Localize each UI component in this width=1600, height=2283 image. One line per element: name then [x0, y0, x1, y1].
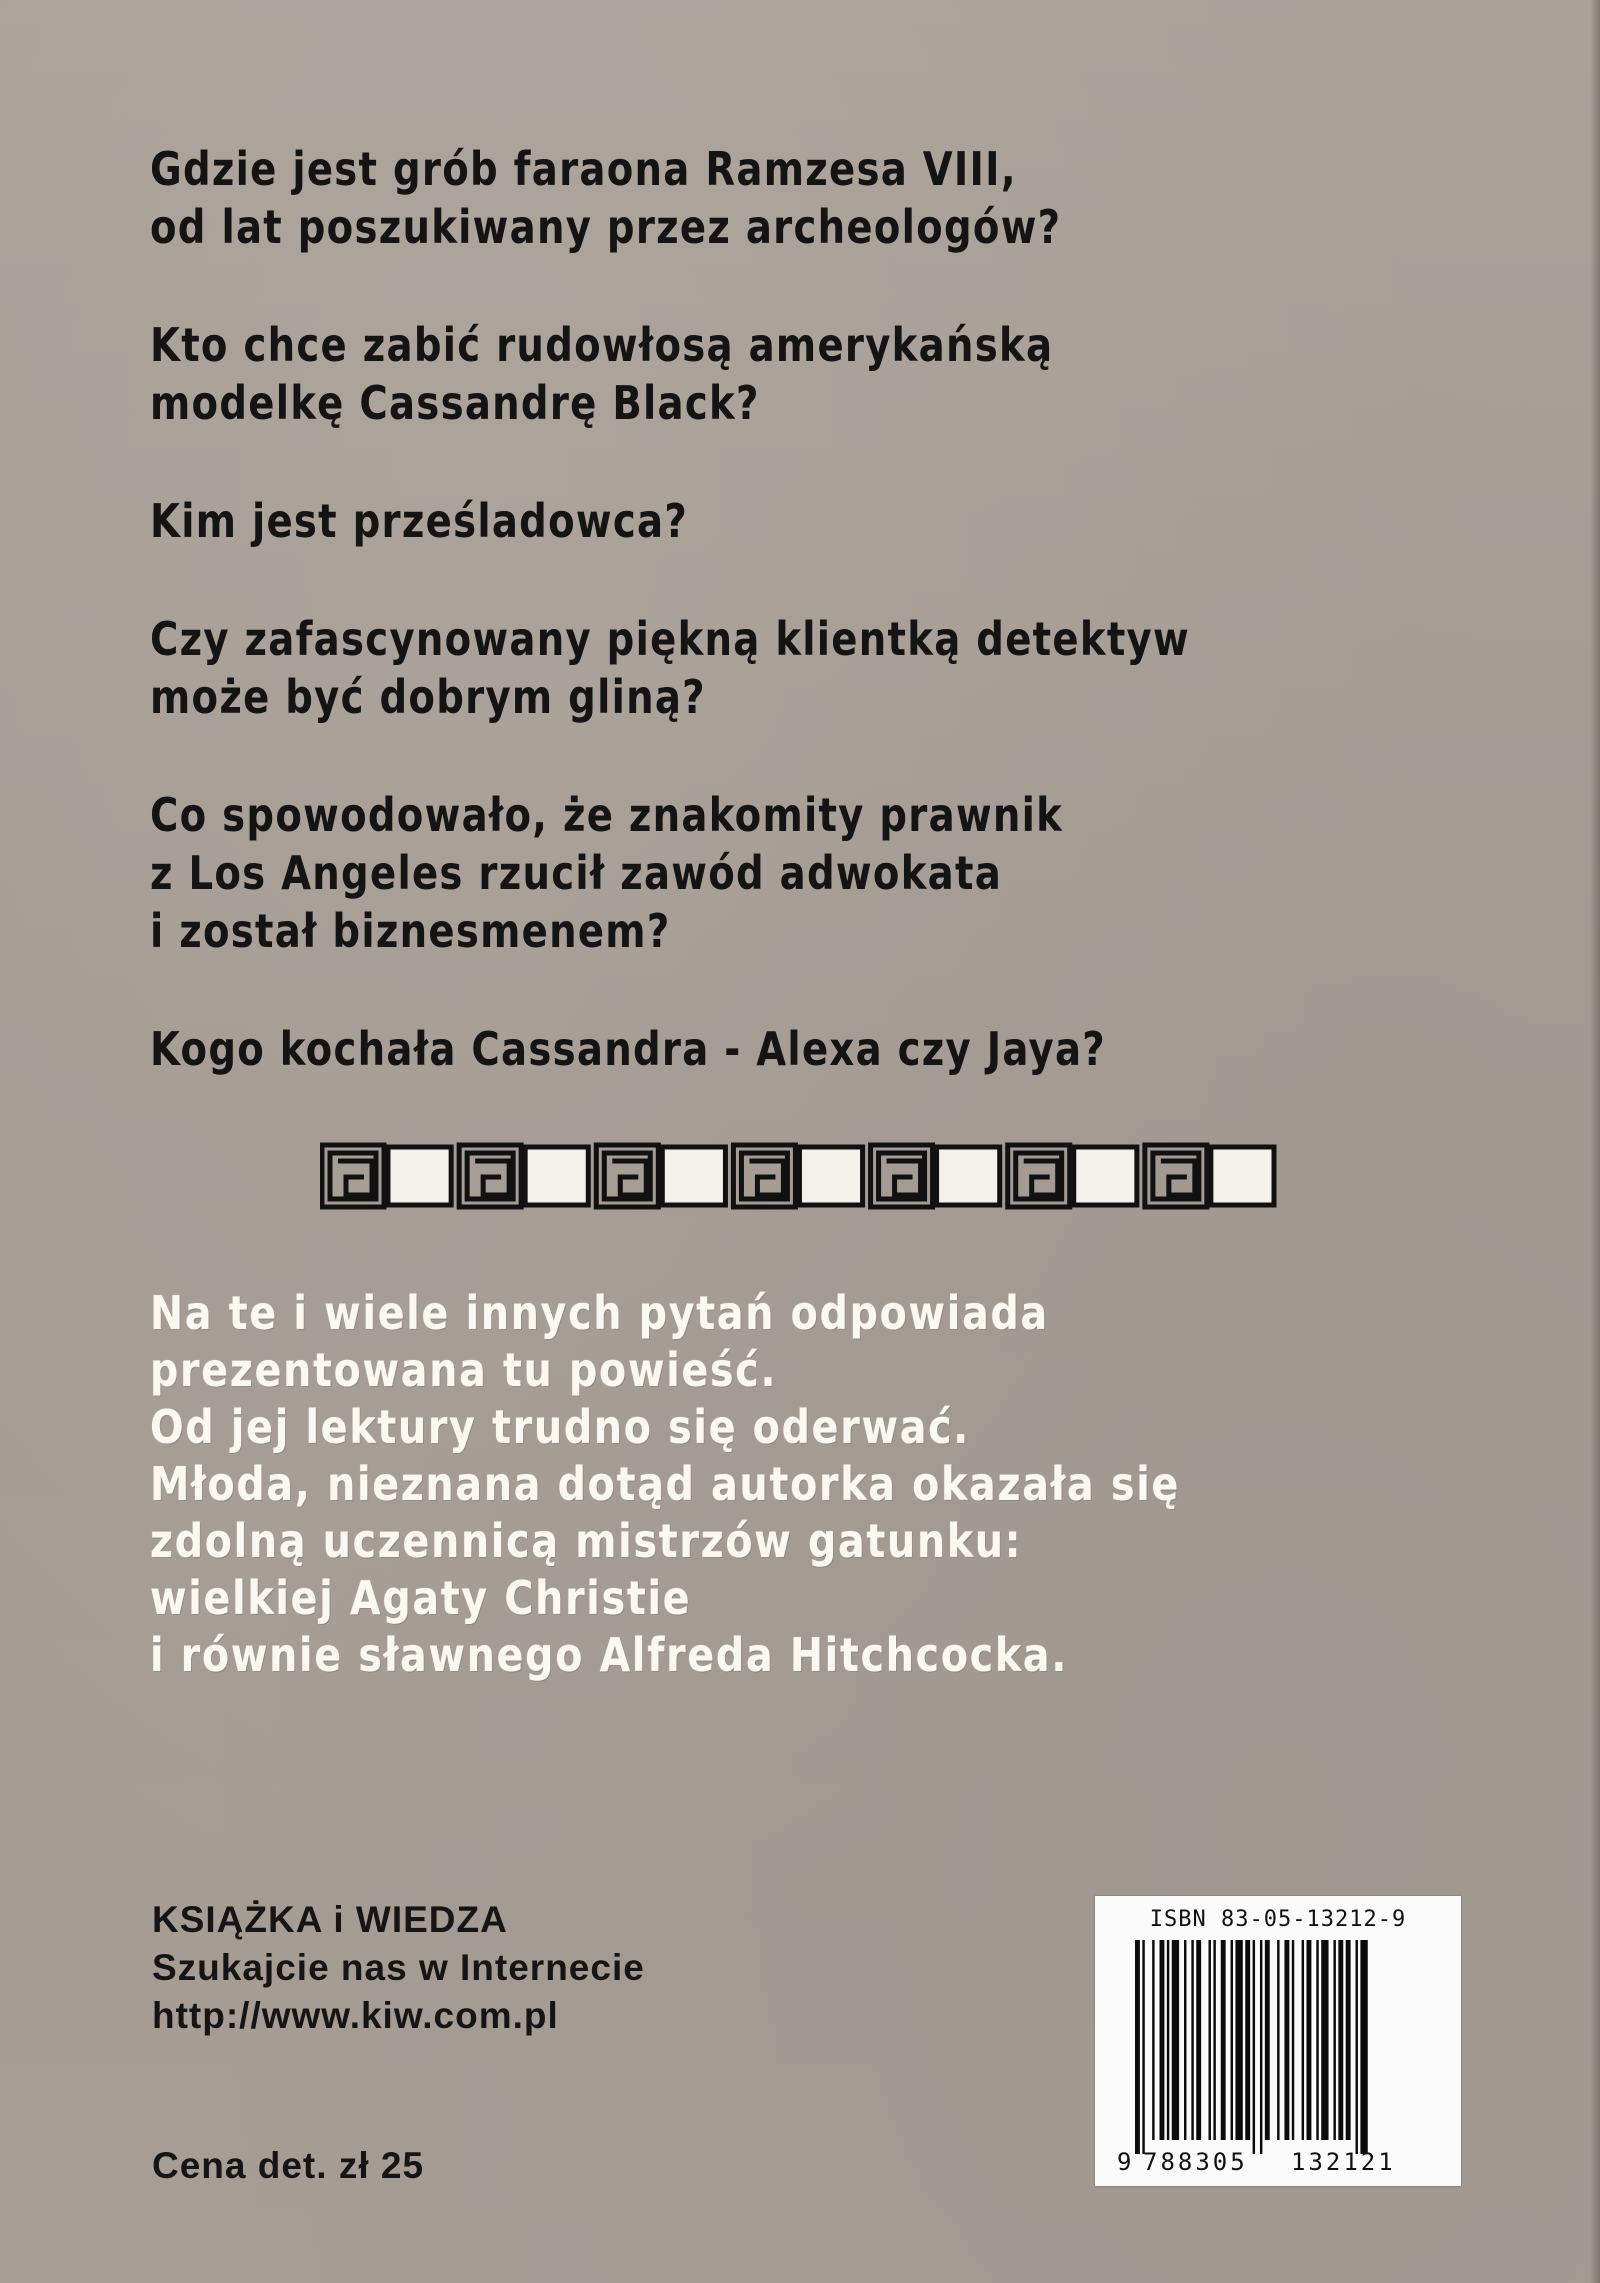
question-ramzes [150, 140, 1490, 256]
barcode-icon [1113, 1940, 1443, 2176]
barcode-bar [1333, 1940, 1335, 2140]
barcode-digit-first: 9 [1117, 2148, 1132, 2176]
isbn-barcode [1095, 1896, 1461, 2186]
barcode-bar [1167, 1940, 1169, 2140]
barcode-bar [1292, 1940, 1294, 2140]
question-line: Czy zafascynowany piękną klientką detektyw [150, 612, 1190, 666]
blurb-line: Młoda, nieznana dotąd autorka okazała się [150, 1457, 1181, 1511]
barcode-bar [1209, 1940, 1211, 2140]
greek-key-ornament-icon [320, 1140, 1280, 1212]
question-line: Kto chce zabić rudowłosą amerykańską [150, 318, 1054, 372]
questions-section [150, 140, 1490, 1138]
question-line: Kim jest prześladowca? [150, 494, 689, 548]
barcode-bar [1260, 1940, 1262, 2154]
blurb-line: prezentowana tu powieść. [150, 1343, 778, 1397]
barcode-digits-right: 132121 [1291, 2148, 1396, 2176]
blurb-section [150, 1285, 1490, 1684]
greek-key-motif [871, 1145, 1000, 1207]
barcode-bar [1152, 1940, 1154, 2140]
barcode-bar [1338, 1940, 1343, 2140]
barcode-bar [1253, 1940, 1255, 2154]
question-cassandra [150, 316, 1490, 432]
barcode-bar [1346, 1940, 1351, 2140]
barcode-bar [1142, 1940, 1144, 2154]
question-line: od lat poszukiwany przez archeologów? [150, 200, 1062, 254]
blurb-line: Od jej lektury trudno się oderwać. [150, 1400, 971, 1454]
publisher-tagline: Szukajcie nas w Internecie [152, 1947, 645, 1988]
barcode-bar [1160, 1940, 1165, 2140]
barcode-bar [1245, 1940, 1250, 2140]
question-lawyer [150, 786, 1490, 960]
barcode-bar [1277, 1940, 1279, 2140]
question-line: Co spowodowało, że znakomity prawnik [150, 788, 1064, 842]
spine-edge-shadow [1590, 0, 1600, 2283]
barcode-bar [1231, 1940, 1233, 2140]
greek-key-motif [1008, 1145, 1137, 1207]
question-detective [150, 610, 1490, 726]
question-line: z Los Angeles rzucił zawód adwokata [150, 846, 1003, 900]
barcode-bar [1135, 1940, 1140, 2154]
barcode-bar [1307, 1940, 1312, 2140]
barcode-bar [1172, 1940, 1179, 2140]
greek-key-motif [1145, 1145, 1274, 1207]
barcode-bar [1221, 1940, 1226, 2140]
greek-key-motif [459, 1145, 588, 1207]
barcode-bar [1321, 1940, 1328, 2140]
question-line: może być dobrym gliną? [150, 670, 706, 724]
barcode-bar [1235, 1940, 1242, 2140]
barcode-bar [1184, 1940, 1186, 2140]
price-label: Cena det. zł 25 [152, 2145, 425, 2186]
barcode-bar [1316, 1940, 1318, 2140]
question-line: i został biznesmenem? [150, 904, 671, 958]
blurb-line: i równie sławnego Alfreda Hitchcocka. [150, 1628, 1069, 1682]
publisher-info [152, 1896, 645, 2040]
barcode-bar [1360, 1940, 1367, 2154]
barcode-bar [1196, 1940, 1201, 2140]
barcode-bar [1356, 1940, 1358, 2154]
question-line: modelkę Cassandrę Black? [150, 376, 760, 430]
question-stalker [150, 492, 1490, 550]
publisher-name: KSIĄŻKA i WIEDZA [152, 1899, 508, 1940]
greek-key-motif [596, 1145, 725, 1207]
question-love [150, 1020, 1490, 1078]
barcode-bar [1191, 1940, 1193, 2140]
publisher-url: http://www.kiw.com.pl [152, 1995, 559, 2036]
greek-key-motif [733, 1145, 862, 1207]
question-line: Kogo kochała Cassandra - Alexa czy Jaya? [150, 1022, 1106, 1076]
blurb-line: Na te i wiele innych pytań odpowiada [150, 1286, 1049, 1340]
blurb-line: wielkiej Agaty Christie [150, 1571, 692, 1625]
barcode-bar [1284, 1940, 1289, 2140]
barcode-digits-left: 788305 [1143, 2148, 1248, 2176]
barcode-bar [1213, 1940, 1215, 2140]
isbn-label: ISBN 83-05-13212-9 [1149, 1907, 1407, 1932]
greek-key-motif [322, 1145, 451, 1207]
barcode-bar [1265, 1940, 1270, 2140]
question-line: Gdzie jest grób faraona Ramzesa VIII, [150, 142, 1017, 196]
barcode-bar [1302, 1940, 1304, 2140]
blurb-line: zdolną uczennicą mistrzów gatunku: [150, 1514, 1023, 1568]
